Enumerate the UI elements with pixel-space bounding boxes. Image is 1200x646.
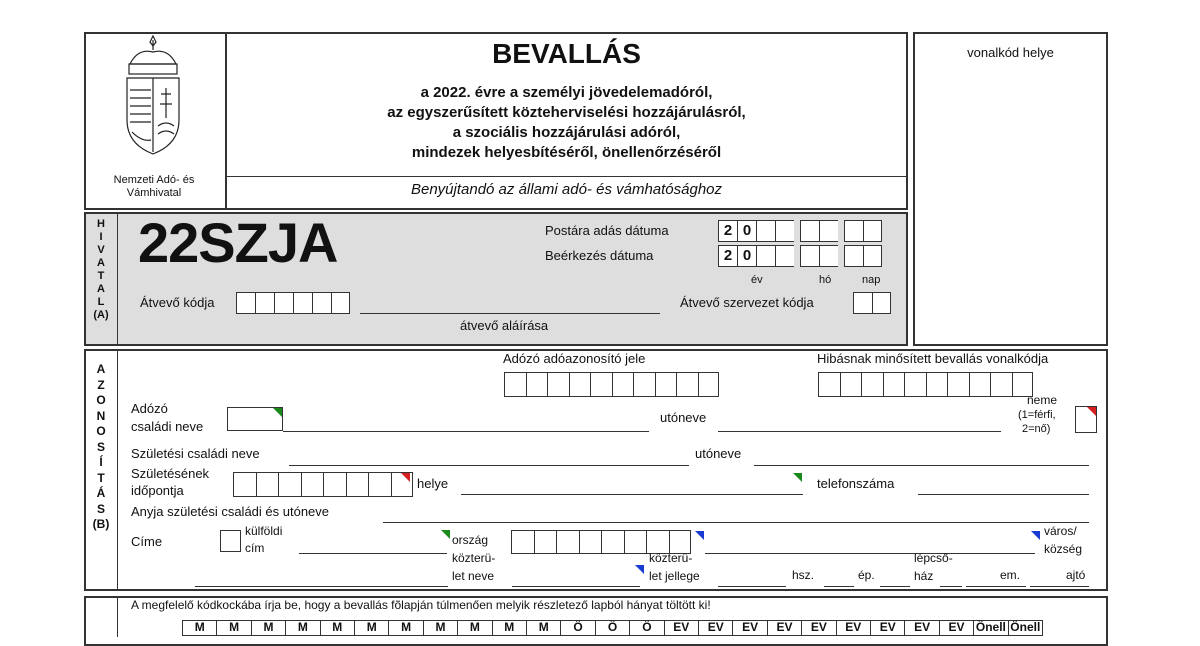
city-label-2: község: [1044, 542, 1083, 556]
sheet-code-cell[interactable]: M: [216, 620, 251, 636]
subtitle-line-3: a szociális hozzájárulási adóról,: [452, 124, 681, 141]
foreign-label-1: külföldi: [245, 524, 283, 538]
birth-given-name-label: utóneve: [695, 446, 742, 461]
sheet-code-cell[interactable]: EV: [767, 620, 802, 636]
tax-id-field[interactable]: [504, 372, 719, 397]
birth-date-label-1: Születésének: [131, 466, 210, 481]
sheet-code-cell[interactable]: EV: [732, 620, 767, 636]
sheet-code-cell[interactable]: Ö: [595, 620, 630, 636]
sheet-code-cell[interactable]: EV: [801, 620, 836, 636]
family-name-line: [283, 431, 649, 432]
form-title: BEVALLÁS: [492, 38, 641, 69]
birth-date-label-2: időpontja: [131, 483, 184, 498]
sex-label-3: 2=nő): [1022, 423, 1051, 435]
building-line[interactable]: [880, 586, 910, 587]
floor-label: em.: [1000, 568, 1021, 582]
sheet-code-cell[interactable]: M: [354, 620, 389, 636]
identification-side-divider: [117, 350, 118, 590]
sheet-code-cell[interactable]: M: [423, 620, 458, 636]
city-marker-icon: [1031, 531, 1040, 540]
sex-label-1: neme: [1027, 393, 1058, 407]
country-label: ország: [452, 533, 489, 547]
receiver-code-label: Átvevő kódja: [140, 295, 215, 310]
office-side-label: H I V A T A L (A): [93, 218, 109, 321]
sheet-code-cell[interactable]: M: [320, 620, 355, 636]
street-name-line[interactable]: [512, 586, 640, 587]
sheet-code-cell[interactable]: Önell: [973, 620, 1008, 636]
sheet-code-cell[interactable]: Önell: [1008, 620, 1043, 636]
subtitle-line-4: mindezek helyesbítéséről, önellenőrzéséről: [411, 144, 722, 161]
sex-label-2: (1=férfi,: [1018, 409, 1056, 421]
birth-given-name-line[interactable]: [754, 465, 1089, 466]
sheet-code-cell[interactable]: M: [251, 620, 286, 636]
family-name-label-1: Adózó: [131, 401, 168, 416]
street-name-label-2: let neve: [452, 569, 495, 583]
country-marker-icon: [441, 530, 450, 539]
form-code: 22SZJA: [138, 211, 338, 274]
street-name-line-left[interactable]: [195, 586, 448, 587]
receiver-code-field[interactable]: [236, 292, 350, 314]
stair-label-1: lépcső-: [914, 551, 953, 565]
stair-label-2: ház: [914, 569, 934, 583]
sheet-code-cell[interactable]: M: [457, 620, 492, 636]
tax-id-label: Adózó adóazonosító jele: [503, 351, 646, 366]
faulty-barcode-label: Hibásnak minősített bevallás vonalkódja: [817, 351, 1049, 366]
sheet-code-cell[interactable]: EV: [698, 620, 733, 636]
postal-code-marker-icon: [695, 531, 704, 540]
identification-side-label: A Z O N O S Í T Á S (B): [92, 362, 110, 531]
birth-place-marker-icon: [793, 473, 802, 482]
street-type-label-2: let jellege: [649, 569, 700, 583]
sheet-code-cell[interactable]: M: [526, 620, 561, 636]
birth-place-label: helye: [417, 476, 449, 491]
street-name-label-1: közterü-: [452, 551, 496, 565]
door-line[interactable]: [1030, 586, 1089, 587]
arrival-date-field[interactable]: 2 0: [718, 245, 882, 267]
mother-name-line[interactable]: [383, 522, 1089, 523]
phone-label: telefonszáma: [817, 476, 895, 491]
year-label: év: [751, 274, 763, 286]
postal-date-label: Postára adás dátuma: [545, 223, 669, 238]
sheet-code-cell[interactable]: M: [492, 620, 527, 636]
sheet-code-cell[interactable]: M: [388, 620, 423, 636]
barcode-place-label: vonalkód helye: [967, 45, 1054, 60]
given-name-label: utóneve: [660, 410, 707, 425]
arrival-date-label: Beérkezés dátuma: [545, 248, 654, 263]
city-line[interactable]: [705, 553, 1035, 554]
foreign-country-line[interactable]: [299, 553, 447, 554]
birth-date-marker-icon: [401, 473, 410, 482]
given-name-line[interactable]: [718, 431, 1001, 432]
birth-place-line[interactable]: [461, 494, 803, 495]
sheet-code-cell[interactable]: Ö: [560, 620, 595, 636]
mother-name-label: Anyja születési családi és utóneve: [131, 504, 330, 519]
building-label: ép.: [858, 568, 875, 582]
stair-line[interactable]: [940, 586, 962, 587]
header-divider-horizontal: [226, 176, 907, 177]
foreign-address-checkbox[interactable]: [220, 530, 241, 552]
city-label-1: város/: [1044, 524, 1077, 538]
subtitle-line-2: az egyszerűsített közteherviselési hozzájárulásról,: [387, 104, 746, 121]
sheet-code-cell[interactable]: EV: [870, 620, 905, 636]
sheet-code-cell[interactable]: EV: [836, 620, 871, 636]
birth-family-name-label: Születési családi neve: [131, 446, 260, 461]
house-number-label: hsz.: [792, 568, 815, 582]
sheets-instruction: A megfelelő kódkockába írja be, hogy a bevallás fõlapján túlmenően melyik részletező lapból hányat töltött ki!: [131, 598, 711, 612]
sheet-code-cell[interactable]: EV: [664, 620, 699, 636]
address-label: Címe: [131, 534, 163, 549]
subtitle-line-1: a 2022. évre a személyi jövedelemadóról,: [420, 84, 713, 101]
sheet-code-cell[interactable]: EV: [939, 620, 974, 636]
authority-name: Nemzeti Adó- és Vámhivatal: [113, 174, 195, 199]
postal-date-field[interactable]: 2 0: [718, 220, 882, 242]
receiver-org-code-field[interactable]: [853, 292, 891, 314]
faulty-barcode-field[interactable]: [818, 372, 1033, 397]
sheet-code-cell[interactable]: M: [182, 620, 217, 636]
receiver-signature-line: [360, 313, 660, 314]
house-number-line[interactable]: [824, 586, 854, 587]
birth-family-name-line[interactable]: [289, 465, 689, 466]
sheet-code-cell[interactable]: M: [285, 620, 320, 636]
sheet-code-cell[interactable]: EV: [904, 620, 939, 636]
floor-line[interactable]: [966, 586, 1026, 587]
phone-line[interactable]: [918, 494, 1089, 495]
day-label: nap: [862, 274, 881, 286]
street-type-label-1: közterü-: [649, 551, 693, 565]
receiver-org-code-label: Átvevő szervezet kódja: [680, 295, 814, 310]
submit-to-text: Benyújtandó az állami adó- és vámhatósághoz: [410, 181, 723, 198]
street-type-line[interactable]: [718, 586, 786, 587]
coat-of-arms-icon: [118, 34, 188, 174]
sex-marker-icon: [1087, 407, 1096, 416]
birth-date-field[interactable]: [233, 472, 413, 497]
month-label: hó: [819, 274, 832, 286]
family-name-marker-icon: [273, 408, 282, 417]
street-name-marker-icon: [635, 565, 644, 574]
foreign-label-2: cím: [245, 541, 265, 555]
family-name-label-2: családi neve: [131, 419, 204, 434]
door-label: ajtó: [1066, 568, 1086, 582]
receiver-signature-label: átvevő aláírása: [460, 318, 549, 333]
office-side-divider: [117, 213, 118, 345]
barcode-box: [913, 32, 1108, 346]
sheets-side-divider: [117, 597, 118, 637]
sheet-code-cell[interactable]: Ö: [629, 620, 664, 636]
